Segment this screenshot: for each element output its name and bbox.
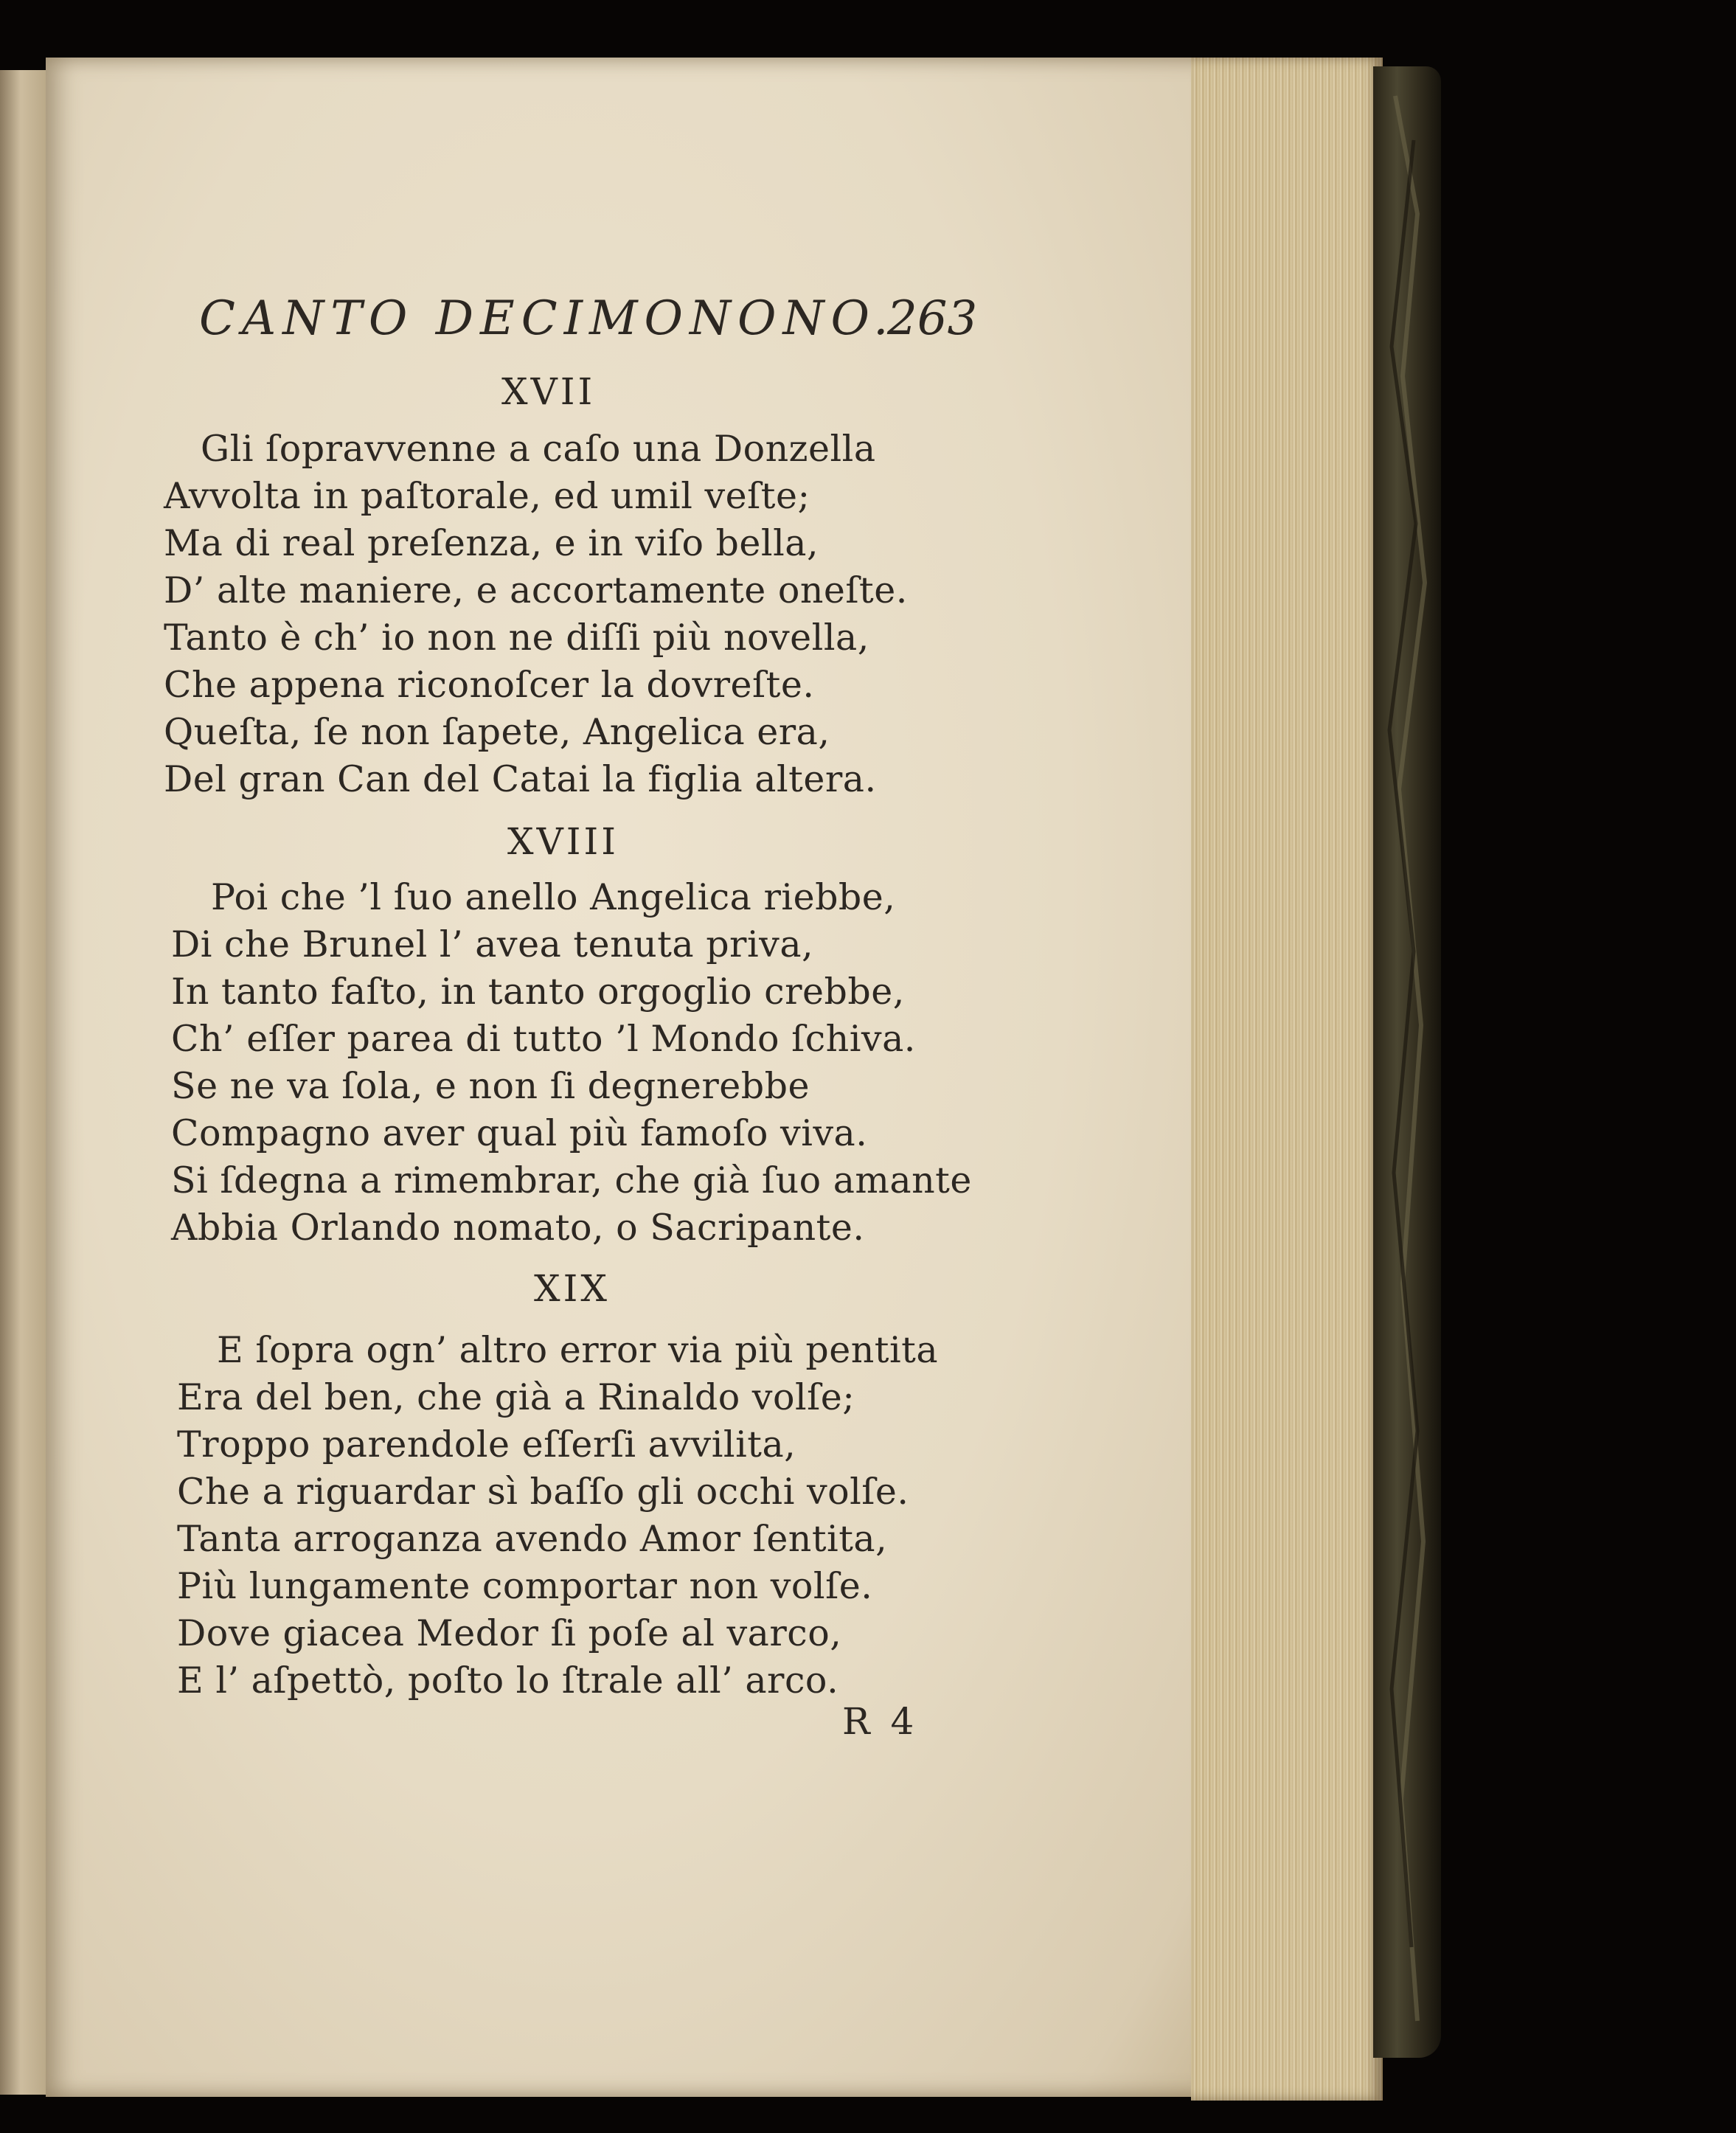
verse-line: Troppo parendole eſſerſi avvilita,	[177, 1423, 796, 1466]
signature-mark: R 4	[842, 1700, 919, 1743]
verse-line: Che appena riconoſcer la dovreſte.	[164, 664, 815, 706]
verse-line: Abbia Orlando nomato, o Sacripante.	[171, 1207, 865, 1249]
verse-line: Queſta, ſe non ſapete, Angelica era,	[164, 711, 830, 753]
stanza-number: XIX	[534, 1267, 610, 1310]
verse-line: Di che Brunel l’ avea tenuta priva,	[171, 923, 814, 965]
stanza-number: XVIII	[507, 820, 619, 863]
verse-line: Poi che ’l ſuo anello Angelica riebbe,	[211, 876, 896, 918]
verse-line: D’ alte maniere, e accortamente oneſte.	[164, 569, 908, 611]
verse-line: Che a riguardar sì baſſo gli occhi volſe.	[177, 1471, 909, 1513]
verse-line: Gli ſopravvenne a caſo una Donzella	[201, 428, 876, 470]
verse-line: Se ne va ſola, e non ſi degnerebbe	[171, 1065, 810, 1107]
verse-line: Avvolta in paſtorale, ed umil veſte;	[164, 475, 810, 517]
verse-line: Compagno aver qual più famoſo viva.	[171, 1112, 868, 1154]
verse-line: Era del ben, che già a Rinaldo volſe;	[177, 1376, 855, 1418]
stanza-number: XVII	[501, 370, 596, 413]
page-number: 263	[887, 291, 978, 346]
verse-line: Ch’ eſſer parea di tutto ’l Mondo ſchiva.	[171, 1018, 916, 1060]
verse-line: In tanto faſto, in tanto orgoglio crebbe,	[171, 971, 905, 1013]
verse-line: Tanta arroganza avendo Amor ſentita,	[177, 1518, 888, 1560]
verse-line: Ma di real preſenza, e in viſo bella,	[164, 522, 819, 564]
verse-line: Del gran Can del Catai la figlia altera.	[164, 758, 877, 800]
verse-line: E ſopra ogn’ altro error via più pentita	[217, 1329, 939, 1371]
running-head: CANTO DECIMONONO.	[199, 291, 895, 346]
verse-line: Dove giacea Medor ſi poſe al varco,	[177, 1612, 842, 1654]
verse-line: Tanto è ch’ io non ne diſſi più novella,	[164, 617, 869, 659]
verse-line: E l’ aſpettò, poſto lo ſtrale all’ arco.	[177, 1659, 839, 1702]
verse-line: Si ſdegna a rimembrar, che già ſuo amante	[171, 1159, 972, 1201]
verse-line: Più lungamente comportar non volſe.	[177, 1565, 873, 1607]
